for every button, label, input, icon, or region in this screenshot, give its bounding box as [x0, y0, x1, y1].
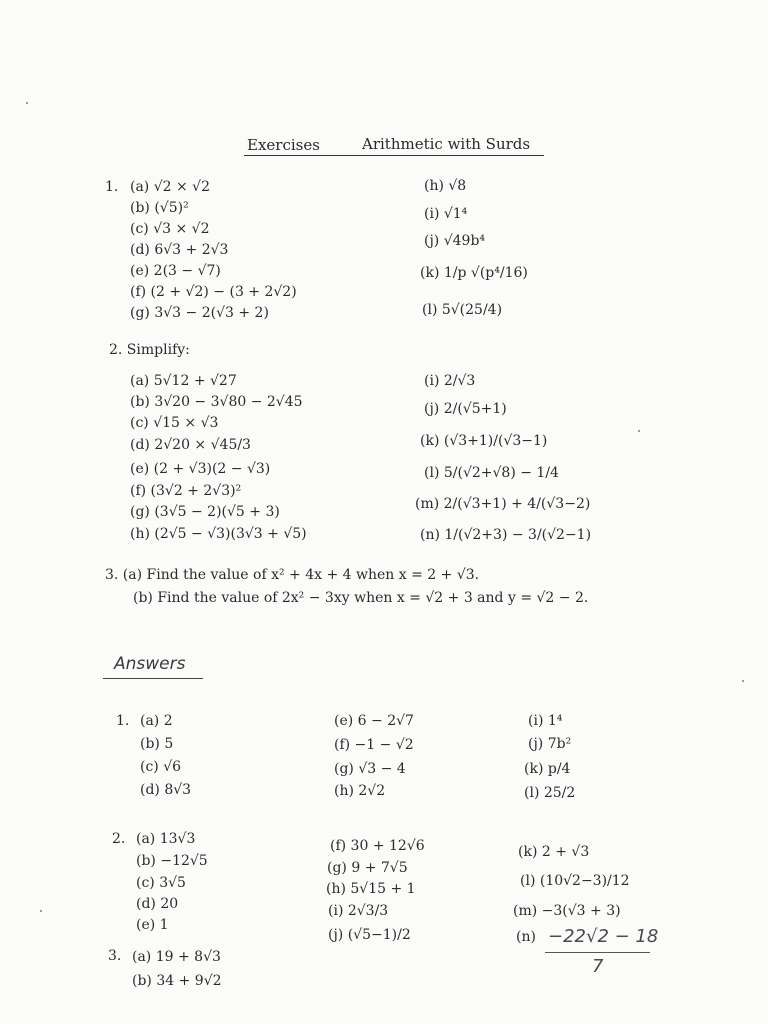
q1-item-j: (j) √49b⁴	[424, 233, 486, 249]
ans-q2-n-fraction-bar	[545, 952, 650, 953]
ans-q2-b: (b) −12√5	[136, 853, 208, 869]
scan-speck	[26, 102, 28, 104]
q1-item-b: (b) (√5)²	[130, 200, 189, 216]
q2-item-a: (a) 5√12 + √27	[130, 373, 237, 389]
q2-item-f: (f) (3√2 + 2√3)²	[130, 483, 242, 499]
q1-number: 1.	[105, 179, 119, 195]
ans-q2-m: (m) −3(√3 + 3)	[513, 903, 621, 919]
q1-item-a: (a) √2 × √2	[130, 179, 211, 195]
q2-item-e: (e) (2 + √3)(2 − √3)	[130, 461, 271, 477]
header-underline	[244, 155, 544, 156]
header-exercises: Exercises	[247, 136, 320, 154]
ans-q2-d: (d) 20	[136, 896, 179, 912]
q1-item-i: (i) √1⁴	[424, 206, 468, 222]
ans-q2-n-label: (n)	[516, 929, 536, 945]
ans-q1-j: (j) 7b²	[528, 736, 572, 752]
ans-q2-j: (j) (√5−1)/2	[328, 927, 411, 943]
q3-part-b: (b) Find the value of 2x² − 3xy when x = √2 + 3 and y = √2 − 2.	[133, 590, 589, 606]
ans-q1-a: (a) 2	[140, 713, 173, 729]
q2-item-l: (l) 5/(√2+√8) − 1/4	[424, 465, 559, 481]
scan-speck	[638, 430, 640, 432]
ans-q3-a: (a) 19 + 8√3	[132, 949, 221, 965]
q1-item-f: (f) (2 + √2) − (3 + 2√2)	[130, 284, 297, 300]
q1-item-h: (h) √8	[424, 178, 467, 194]
ans-q1-b: (b) 5	[140, 736, 174, 752]
ans-q2-g: (g) 9 + 7√5	[327, 860, 408, 876]
ans-q2-a: (a) 13√3	[136, 831, 196, 847]
ans-q1-i: (i) 1⁴	[528, 713, 563, 729]
ans-q1-g: (g) √3 − 4	[334, 761, 406, 777]
q1-item-g: (g) 3√3 − 2(√3 + 2)	[130, 305, 269, 321]
ans-q1-l: (l) 25/2	[524, 785, 576, 801]
q2-item-c: (c) √15 × √3	[130, 415, 219, 431]
ans-q1-f: (f) −1 − √2	[334, 737, 414, 753]
scan-speck	[742, 680, 744, 682]
scan-speck	[40, 910, 42, 912]
ans-q2-c: (c) 3√5	[136, 875, 186, 891]
ans-q1-number: 1.	[116, 713, 130, 729]
answers-underline	[103, 678, 203, 679]
ans-q1-c: (c) √6	[140, 759, 182, 775]
ans-q2-n-handwritten: −22√2 − 18	[548, 926, 659, 947]
q3-part-a: 3. (a) Find the value of x² + 4x + 4 when x = 2 + √3.	[105, 567, 480, 583]
q2-item-m: (m) 2/(√3+1) + 4/(√3−2)	[415, 496, 591, 512]
ans-q2-k: (k) 2 + √3	[518, 844, 590, 860]
q2-item-k: (k) (√3+1)/(√3−1)	[420, 433, 548, 449]
q2-item-b: (b) 3√20 − 3√80 − 2√45	[130, 394, 303, 410]
q2-item-h: (h) (2√5 − √3)(3√3 + √5)	[130, 526, 307, 542]
answers-title: Answers	[114, 654, 186, 674]
q1-item-c: (c) √3 × √2	[130, 221, 210, 237]
ans-q2-e: (e) 1	[136, 917, 169, 933]
ans-q1-h: (h) 2√2	[334, 783, 386, 799]
ans-q2-h: (h) 5√15 + 1	[326, 881, 416, 897]
ans-q2-l: (l) (10√2−3)/12	[520, 873, 630, 889]
q1-item-e: (e) 2(3 − √7)	[130, 263, 221, 279]
q2-item-i: (i) 2/√3	[424, 373, 476, 389]
header-topic: Arithmetic with Surds	[362, 135, 531, 153]
q2-item-g: (g) (3√5 − 2)(√5 + 3)	[130, 504, 280, 520]
q1-item-l: (l) 5√(25/4)	[422, 302, 503, 318]
q2-item-j: (j) 2/(√5+1)	[424, 401, 507, 417]
ans-q2-n-denominator: 7	[592, 956, 604, 977]
ans-q3-b: (b) 34 + 9√2	[132, 973, 222, 989]
ans-q1-k: (k) p/4	[524, 761, 571, 777]
q1-item-k: (k) 1/p √(p⁴/16)	[420, 265, 528, 281]
q1-item-d: (d) 6√3 + 2√3	[130, 242, 229, 258]
ans-q1-d: (d) 8√3	[140, 782, 192, 798]
q2-title: 2. Simplify:	[109, 342, 190, 358]
q2-item-d: (d) 2√20 × √45/3	[130, 437, 251, 453]
ans-q2-f: (f) 30 + 12√6	[330, 838, 425, 854]
ans-q2-i: (i) 2√3/3	[328, 903, 389, 919]
q2-item-n: (n) 1/(√2+3) − 3/(√2−1)	[420, 527, 592, 543]
ans-q3-number: 3.	[108, 948, 122, 964]
ans-q1-e: (e) 6 − 2√7	[334, 713, 414, 729]
ans-q2-number: 2.	[112, 831, 126, 847]
